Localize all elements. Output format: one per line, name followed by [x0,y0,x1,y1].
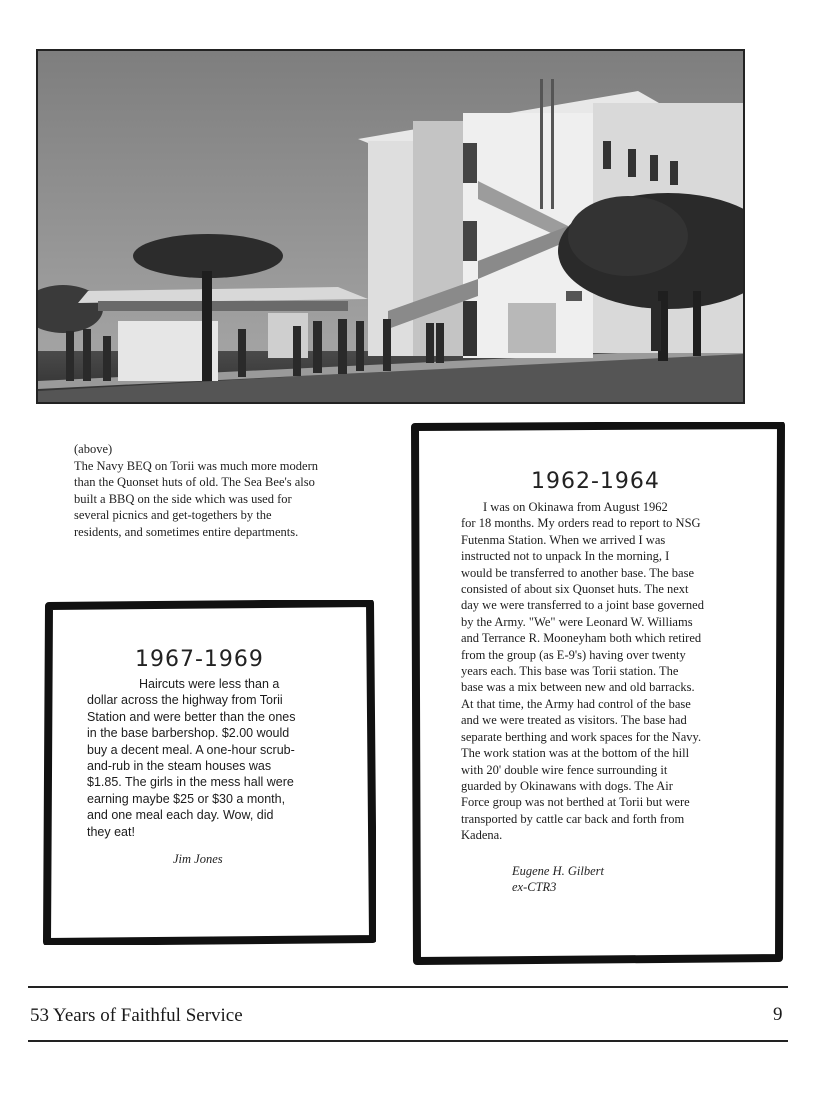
signature-name: Eugene H. Gilbert [512,864,604,878]
body-line: separate berthing and work spaces for the Navy. [461,729,702,744]
caption-line: The Navy BEQ on Torii was much more modern [74,458,318,473]
body-line: buy a decent meal. A one-hour scrub- [87,742,295,757]
body-line: years each. This base was Torii station. The [461,664,679,679]
body-line: I was on Okinawa from August 1962 [483,500,668,514]
body-line: $1.85. The girls in the mess hall were [87,775,294,790]
signature: Jim Jones [173,852,223,866]
page-number: 9 [773,1004,783,1025]
body-line: Futenma Station. When we arrived I was [461,532,666,547]
caption-line: (above) [74,442,113,456]
body-line: At that time, the Army had control of the base [461,696,691,711]
body-line: transported by cattle car back and forth from [461,811,685,826]
beq-photo [36,49,745,404]
caption-line: residents, and sometimes entire departments. [74,524,299,539]
body-line: and one meal each day. Wow, did [87,808,274,823]
footer-top-rule [28,986,788,988]
story-box-1962-1964 [411,422,786,965]
body-line: with 20' double wire fence surrounding it [461,762,668,777]
body-line: The work station was at the bottom of the hill [461,746,690,761]
footer-bottom-rule [28,1040,788,1042]
body-line: for 18 months. My orders read to report to NSG [461,516,701,531]
body-line: and-rub in the steam houses was [87,759,272,774]
signature-rank: ex-CTR3 [512,880,557,894]
caption-line: several picnics and get-togethers by the [74,508,272,522]
body-line: Force group was not berthed at Torii but were [461,795,690,810]
body-line: Station and were better than the ones [87,709,296,724]
body-line: day we were transferred to a joint base governed [461,598,704,613]
body-line: and we were treated as visitors. The base had [461,713,687,728]
signature [512,863,604,895]
body-line: in the base barbershop. $2.00 would [87,726,290,741]
photo-caption [74,441,374,540]
body-line: earning maybe $25 or $30 a month, [87,791,286,806]
body-line: base was a mix between new and old barracks. [461,680,695,695]
body-line: dollar across the highway from Torii [87,693,283,708]
caption-line: built a BBQ on the side which was used for [74,491,292,506]
body-line: from the group (as E-9's) having over twenty [461,647,686,662]
box-title: 1962-1964 [531,469,660,494]
body-line: consisted of about six Quonset huts. The next [461,582,689,597]
footer-title: 53 Years of Faithful Service [30,1005,243,1026]
body-line: they eat! [87,824,135,839]
body-line: and Terrance R. Mooneyham both which retired [461,631,702,646]
beq-photo-image [38,51,743,402]
body-line: Kadena. [461,828,503,843]
body-line: guarded by Okinawans with dogs. The Air [461,778,673,793]
story-box-1967-1969 [43,600,376,945]
body-line: Haircuts were less than a [139,677,280,691]
body-line: instructed not to unpack In the morning, I [461,549,670,564]
body-line: by the Army. "We" were Leonard W. Williams [461,614,693,629]
body-line: would be transferred to another base. The base [461,565,695,580]
box-body [461,499,704,844]
caption-line: than the Quonset huts of old. The Sea Bee's also [74,475,315,489]
box-body [87,676,295,840]
box-title: 1967-1969 [135,647,264,672]
